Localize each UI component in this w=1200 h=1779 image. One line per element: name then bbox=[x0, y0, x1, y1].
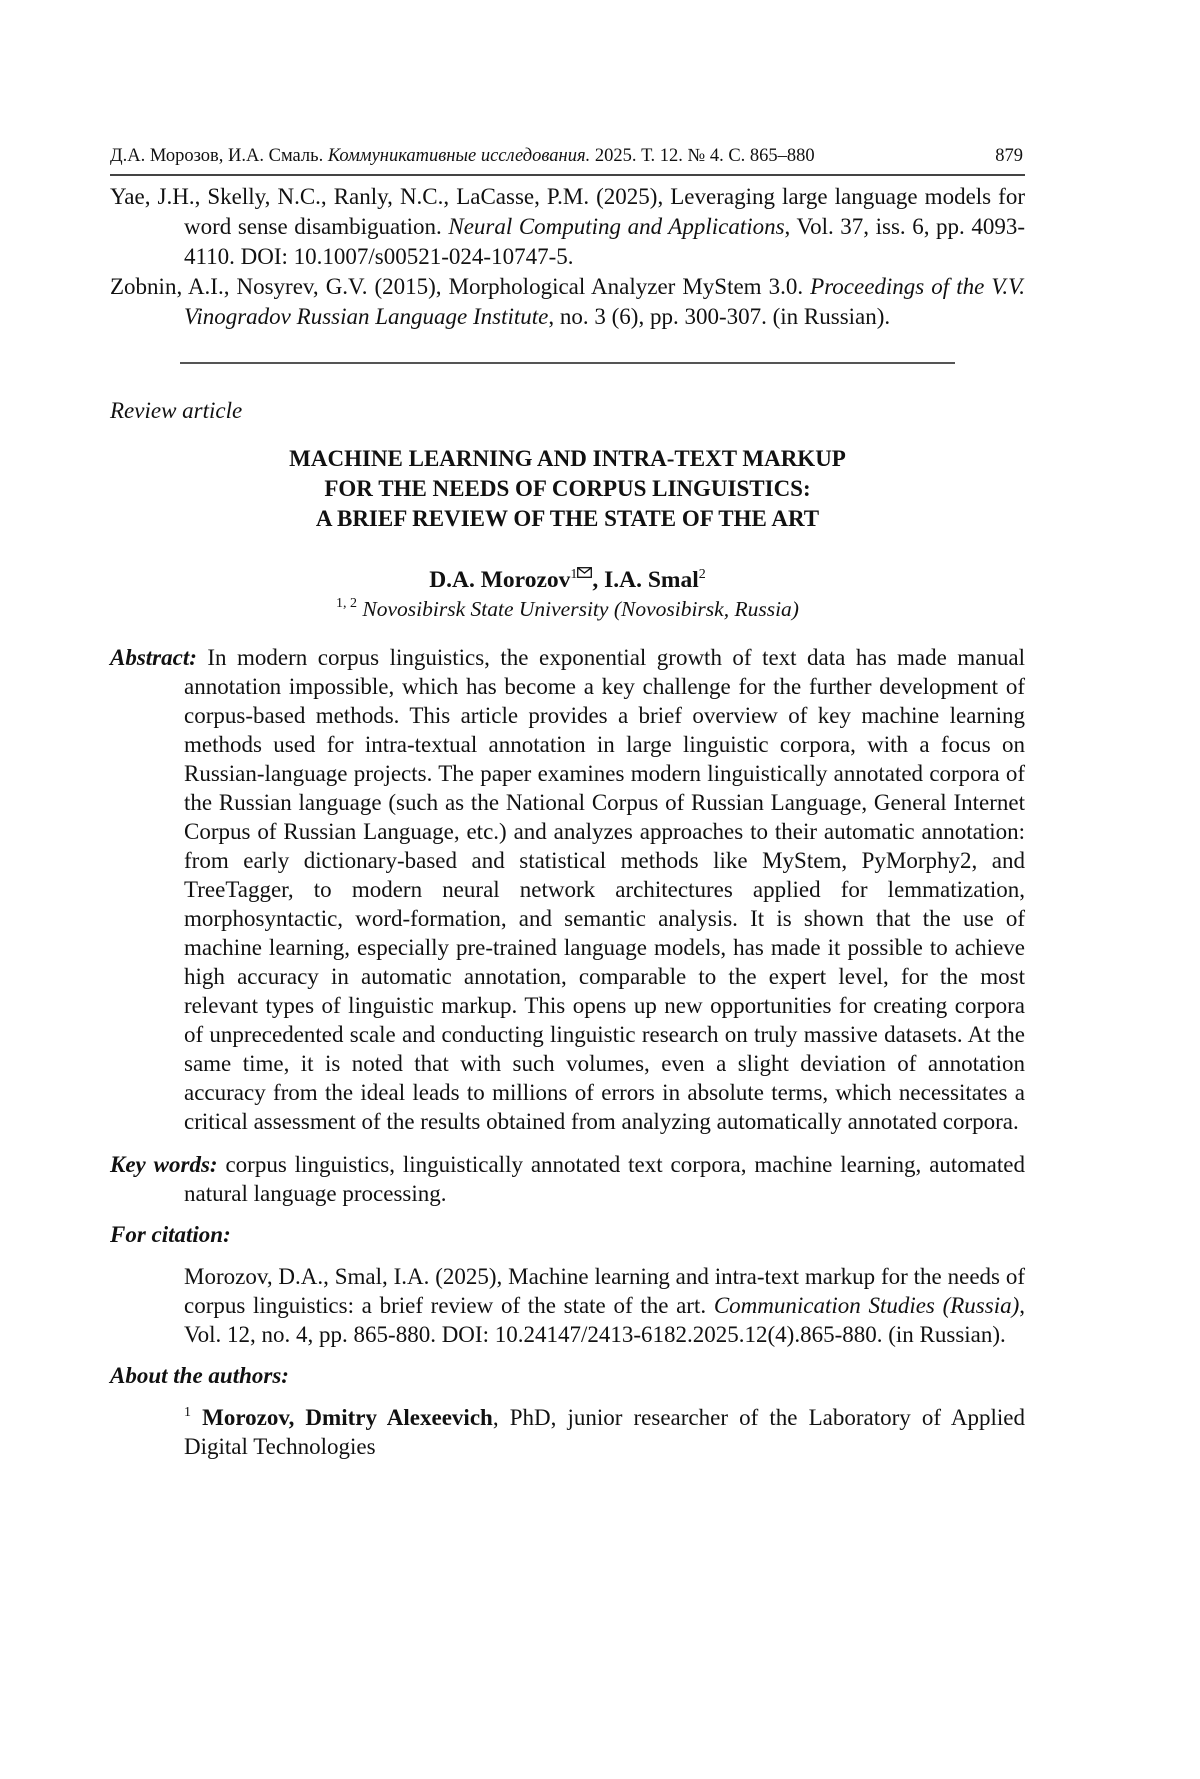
affiliation-text: Novosibirsk State University (Novosibirsk, Russia) bbox=[362, 597, 799, 621]
author-separator: , bbox=[592, 567, 605, 593]
author-bio-description: , PhD, junior researcher of the Laboratory of Applied Digital Technologies bbox=[184, 1405, 1026, 1459]
running-head-journal: Коммуникативные исследования. bbox=[327, 146, 591, 166]
abstract-text: In modern corpus linguistics, the exponential growth of text data has made manual annotation impossible, which has become a key challenge for the further development of corpus-based methods. This article provides a brief overview of key machine learning methods used for intra-textual annotation in large linguistic corpora, with a focus on Russian-language projects. The paper examines modern linguistically annotated corpora of the Russian language (such as the National Corpus of Russian Language, General Internet Corpus of Russian Language, etc.) and analyzes approaches to their automatic annotation: from early dictionary-based and statistical methods like MyStem, PyMorphy2, and TreeTagger, to modern neural network architectures applied for lemmatization, morphosyntactic, word-formation, and semantic analysis. It is shown that the use of machine learning, especially pre-trained language models, has made it possible to achieve high accuracy in automatic annotation, comparable to the expert level, for the most relevant types of linguistic markup. This opens up new opportunities for creating corpora of unprecedented scale and conducting linguistic research on truly massive datasets. At the same time, it is noted that with such volumes, even a slight deviation of annotation accuracy from the ideal leads to millions of errors in absolute terms, which necessitates a critical assessment of the results obtained from analyzing automatically annotated corpora. bbox=[184, 645, 1026, 1134]
affiliation-mark: 1, 2 bbox=[336, 596, 358, 611]
citation-details: , Vol. 12, no. 4, pp. 865-880. DOI: 10.24147/2413-6182.2025.12(4).865-880. (in Russian). bbox=[184, 1293, 1025, 1347]
citation-heading: For citation: bbox=[110, 1222, 231, 1247]
citation-journal: Communication Studies (Russia) bbox=[713, 1293, 1020, 1318]
reference-details: , Vol. 37, iss. 6, pp. 4093-4110. DOI: 10.1007/s00521-024-10747-5. bbox=[184, 214, 1026, 269]
envelope-icon[interactable] bbox=[577, 556, 592, 586]
keywords-text: corpus linguistics, linguistically annotated text corpora, machine learning, automated natural language processing. bbox=[184, 1152, 1025, 1206]
citation-body: Morozov, D.A., Smal, I.A. (2025), Machine learning and intra-text markup for the needs of corpus linguistics: a brief review of the state of the art. bbox=[184, 1264, 1025, 1318]
title-line: FOR THE NEEDS OF CORPUS LINGUISTICS: bbox=[324, 476, 811, 501]
running-head-citation bbox=[110, 138, 815, 174]
title-line: MACHINE LEARNING AND INTRA-TEXT MARKUP bbox=[289, 446, 846, 471]
reference-text: Zobnin, A.I., Nosyrev, G.V. (2015), Morphological Analyzer MyStem 3.0. bbox=[110, 274, 804, 299]
reference-list bbox=[110, 182, 1025, 332]
author-name: I.A. Smal bbox=[604, 567, 699, 593]
author-affiliation-mark: 2 bbox=[698, 567, 706, 582]
keywords bbox=[110, 1150, 1025, 1208]
reference-details: , no. 3 (6), pp. 300-307. (in Russian). bbox=[548, 304, 891, 329]
title-line: A BRIEF REVIEW OF THE STATE OF THE ART bbox=[315, 506, 820, 531]
author-name: D.A. Morozov bbox=[429, 567, 571, 593]
author-line bbox=[110, 556, 1025, 595]
running-head bbox=[110, 138, 1025, 176]
author-bio-name: Morozov, Dmitry Alexeevich bbox=[202, 1405, 493, 1430]
page bbox=[110, 138, 1025, 1461]
reference-text: Yae, J.H., Skelly, N.C., Ranly, N.C., LaCasse, P.M. (2025), Leveraging large language models for word sense disambiguation. bbox=[110, 184, 1025, 239]
about-authors-heading: About the authors: bbox=[110, 1363, 289, 1388]
reference-source: Neural Computing and Applications bbox=[448, 214, 785, 239]
section-divider bbox=[180, 362, 955, 364]
author-affiliation-mark: 1 bbox=[570, 567, 578, 582]
citation-text bbox=[110, 1262, 1025, 1349]
abstract bbox=[110, 643, 1025, 1136]
reference-source: Proceedings of the V.V. Vinogradov Russian Language Institute bbox=[184, 274, 1025, 329]
author-bio-mark: 1 bbox=[184, 1405, 191, 1420]
reference-item bbox=[110, 272, 1025, 332]
affiliation bbox=[110, 595, 1025, 623]
running-head-authors: Д.А. Морозов, И.А. Смаль. bbox=[110, 146, 324, 166]
reference-item bbox=[110, 182, 1025, 272]
running-head-details: 2025. Т. 12. № 4. С. 865–880 bbox=[594, 146, 815, 166]
keywords-label: Key words: bbox=[110, 1152, 218, 1177]
article-title bbox=[110, 444, 1025, 534]
page-number: 879 bbox=[995, 146, 1023, 166]
article-type: Review article bbox=[110, 398, 243, 423]
author-bio bbox=[110, 1403, 1025, 1461]
abstract-label: Abstract: bbox=[110, 645, 197, 670]
